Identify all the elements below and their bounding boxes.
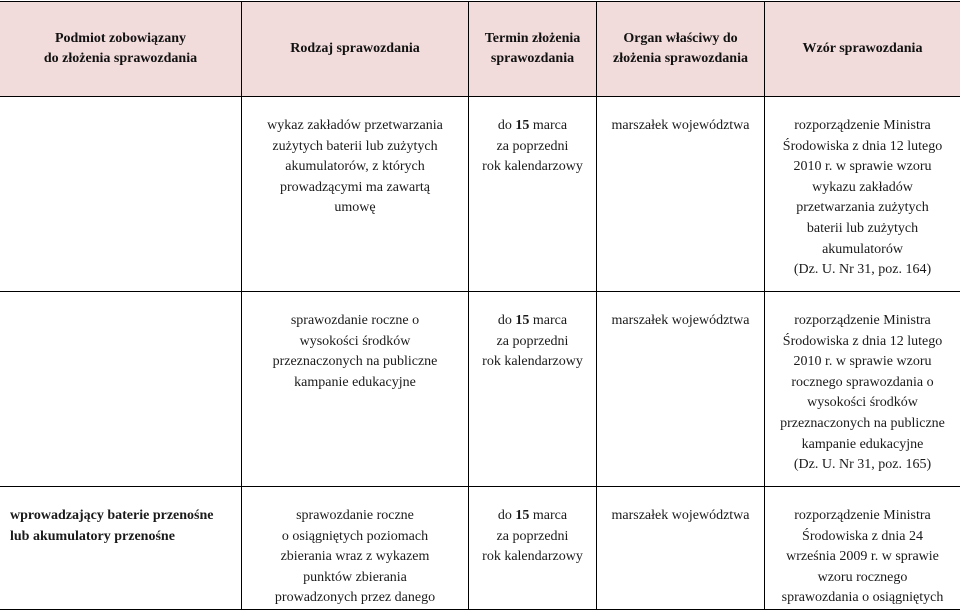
deadline-day: 15 [515,118,529,133]
header-termin: Termin złożenia sprawozdania [469,2,597,97]
cell-podmiot: wprowadzający baterie przenośne lub akumulatory przenośne [0,487,242,610]
cell-termin: do 15 marca za poprzedni rok kalendarzowy [469,97,597,292]
deadline-day: 15 [515,508,529,523]
cell-wzor: rozporządzenie Ministra Środowiska z dnia 12 lutego 2010 r. w sprawie wzoru wykazu zakładów przetwarzania zużytych baterii lub zużytych akumulatorów (Dz. U. Nr 31, poz. 164) [765,97,960,292]
cell-termin: do 15 marca za poprzedni rok kalendarzowy [469,487,597,610]
header-wzor: Wzór sprawozdania [765,2,960,97]
cell-podmiot [0,97,242,292]
table-row [0,97,960,292]
header-rodzaj: Rodzaj sprawozdania [242,2,469,97]
cell-rodzaj: sprawozdanie roczne o osiągniętych poziomach zbierania wraz z wykazem punktów zbierania prowadzonych przez danego [242,487,469,610]
cell-rodzaj: sprawozdanie roczne o wysokości środków przeznaczonych na publiczne kampanie edukacyjne [242,292,469,487]
cell-wzor: rozporządzenie Ministra Środowiska z dnia 12 lutego 2010 r. w sprawie wzoru rocznego sprawozdania o wysokości środków przeznaczonych na publiczne kampanie edukacyjne (Dz. U. Nr 31, poz. 165) [765,292,960,487]
cell-wzor: rozporządzenie Ministra Środowiska z dnia 24 września 2009 r. w sprawie wzoru rocznego sprawozdania o osiągniętych [765,487,960,610]
cell-organ: marszałek województwa [597,97,765,292]
table-row [0,487,960,610]
header-organ: Organ właściwy do złożenia sprawozdania [597,2,765,97]
table-row [0,292,960,487]
obligations-table [0,1,960,610]
deadline-day: 15 [515,313,529,328]
cell-rodzaj: wykaz zakładów przetwarzania zużytych baterii lub zużytych akumulatorów, z których prowadzącymi ma zawartą umowę [242,97,469,292]
cell-podmiot [0,292,242,487]
cell-termin: do 15 marca za poprzedni rok kalendarzowy [469,292,597,487]
cell-organ: marszałek województwa [597,487,765,610]
header-row [0,2,960,97]
header-podmiot: Podmiot zobowiązany do złożenia sprawozdania [0,2,242,97]
cell-organ: marszałek województwa [597,292,765,487]
